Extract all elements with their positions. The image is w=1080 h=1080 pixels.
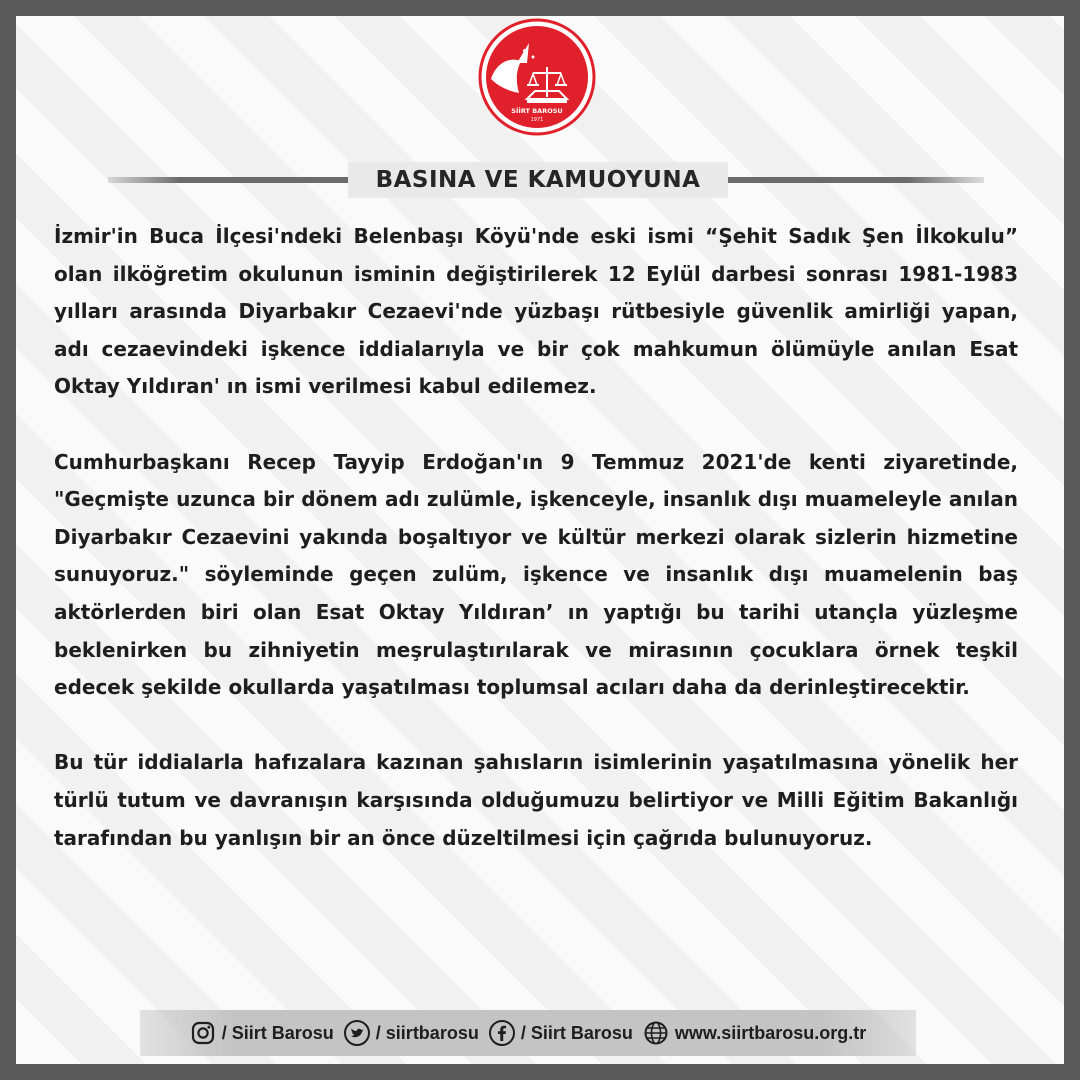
instagram-handle: / Siirt Barosu — [221, 1022, 334, 1043]
logo-year: 1971 — [530, 117, 544, 123]
website-url: www.siirtbarosu.org.tr — [674, 1022, 867, 1043]
heading-banner — [108, 160, 984, 200]
facebook-link[interactable] — [489, 1020, 633, 1046]
twitter-link[interactable] — [344, 1020, 479, 1046]
paragraph-2: Cumhurbaşkanı Recep Tayyip Erdoğan'ın 9 Temmuz 2021'de kenti ziyaretinde, "Geçmişte uzunca bir dönem adı zulümle, işkenceyle, insanlık dışı muameleyle anılan Diyarbakır Cezaevini yakında boşaltıyor ve kültür merkezi olarak sizlerin hizmetine sunuyoruz." söyleminde geçen zulüm, işkence ve insanlık dışı muamelenin baş aktörlerden biri olan Esat Oktay Yıldıran’ ın yaptığı bu tarihi utançla yüzleşme beklenirken bu zihniyetin meşrulaştırılarak ve mirasının çocuklara örnek teşkil edecek şekilde okullarda yaşatılması toplumsal acıları daha da derinleştirecektir. — [54, 449, 1018, 700]
twitter-handle: / siirtbarosu — [375, 1022, 479, 1043]
paragraph-3: Bu tür iddialarla hafızalara kazınan şahısların isimlerinin yaşatılmasına yönelik her türlü tutum ve davranışın karşısında olduğumuzu belirtiyor ve Milli Eğitim Bakanlığı tarafından bu yanlışın bir an önce düzeltilmesi için çağrıda bulunuyoruz. — [54, 750, 1018, 850]
siirt-barosu-logo — [477, 17, 597, 137]
instagram-link[interactable] — [190, 1020, 334, 1046]
statement-body — [54, 218, 1018, 895]
globe-icon — [643, 1020, 669, 1046]
heading-box — [348, 162, 728, 198]
social-footer — [140, 1010, 916, 1056]
heading-rule-left — [108, 177, 348, 183]
document-page — [16, 16, 1064, 1064]
logo-text: SİİRT BAROSU — [511, 107, 563, 115]
website-link[interactable] — [643, 1020, 866, 1046]
heading-rule-right — [728, 177, 984, 183]
instagram-icon — [190, 1020, 216, 1046]
page-title: BASINA VE KAMUOYUNA — [375, 167, 701, 193]
facebook-icon — [489, 1020, 515, 1046]
twitter-icon — [344, 1020, 370, 1046]
paragraph-1: İzmir'in Buca İlçesi'ndeki Belenbaşı Köyü'nde eski ismi “Şehit Sadık Şen İlkokulu” olan ilköğretim okulunun isminin değiştirilerek 12 Eylül darbesi sonrası 1981-1983 yılları arasında Diyarbakır Cezaevi'nde yüzbaşı rütbesiyle güvenlik amirliği yapan, adı cezaevindeki işkence iddialarıyla ve bir çok mahkumun ölümüyle anılan Esat Oktay Yıldıran' ın ismi verilmesi kabul edilemez. — [54, 224, 1018, 399]
facebook-handle: / Siirt Barosu — [520, 1022, 633, 1043]
